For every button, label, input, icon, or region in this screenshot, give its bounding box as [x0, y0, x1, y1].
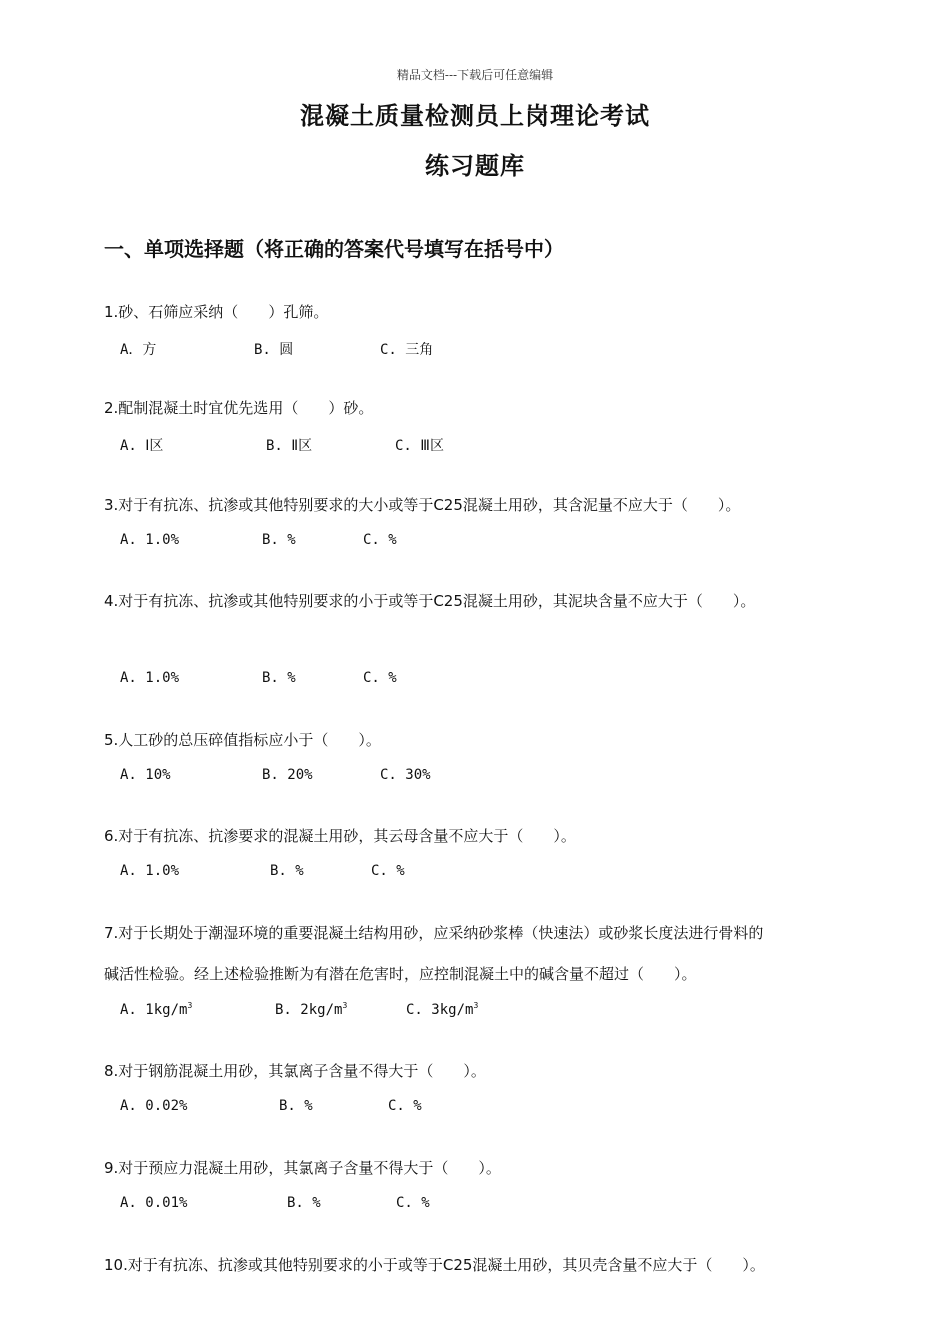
question-5: 5.人工砂的总压碎值指标应小于（ ）。 [104, 731, 381, 749]
question-4: 4.对于有抗冻、抗渗或其他特别要求的小于或等于C25混凝土用砂，其泥块含量不应大于（ ）。 [104, 592, 756, 610]
option-a: A. 0.01% [120, 1195, 188, 1211]
option-b: B. % [262, 670, 296, 686]
option-c: C. % [371, 863, 405, 879]
option-a: A. 1.0% [120, 863, 180, 879]
question-6: 6.对于有抗冻、抗渗要求的混凝土用砂，其云母含量不应大于（ ）。 [104, 827, 576, 845]
option-b: B. % [287, 1195, 321, 1211]
option-b: B. % [262, 532, 296, 548]
option-a: A. Ⅰ区 [120, 438, 164, 454]
option-a: A. 1.0% [120, 532, 180, 548]
option-a: A. 10% [120, 767, 171, 783]
option-b: B. % [279, 1098, 313, 1114]
option-b: B. 圆 [254, 342, 294, 358]
option-b: B. $2kg/m^3$ [275, 1001, 348, 1018]
option-c: C. % [363, 532, 397, 548]
question-7-continued: 碱活性检验。经上述检验推断为有潜在危害时，应控制混凝土中的碱含量不超过（ ）。 [104, 965, 697, 983]
page-subtitle: 练习题库 [425, 152, 525, 180]
question-10: 10.对于有抗冻、抗渗或其他特别要求的小于或等于C25混凝土用砂，其贝壳含量不应大于（ ）。 [104, 1256, 765, 1274]
option-c: C. 30% [380, 767, 431, 783]
question-1: 1.砂、石筛应采纳（ ）孔筛。 [104, 303, 329, 321]
option-c: C. % [388, 1098, 422, 1114]
header-note: 精品文档---下载后可任意编辑 [396, 68, 554, 82]
question-7: 7.对于长期处于潮湿环境的重要混凝土结构用砂，应采纳砂浆棒（快速法）或砂浆长度法进行骨料的 [104, 924, 764, 942]
option-a: A. 1.0% [120, 670, 180, 686]
section-heading: 一、单项选择题（将正确的答案代号填写在括号中） [104, 237, 564, 261]
question-9: 9.对于预应力混凝土用砂，其氯离子含量不得大于（ ）。 [104, 1159, 501, 1177]
option-c: C. Ⅲ区 [395, 438, 444, 454]
question-3: 3.对于有抗冻、抗渗或其他特别要求的大小或等于C25混凝土用砂，其含泥量不应大于（ ）。 [104, 496, 741, 514]
option-b: B. % [270, 863, 304, 879]
option-c: C. % [363, 670, 397, 686]
question-2: 2.配制混凝土时宜优先选用（ ）砂。 [104, 399, 374, 417]
option-c: C. 三角 [380, 342, 434, 358]
question-8: 8.对于钢筋混凝土用砂，其氯离子含量不得大于（ ）。 [104, 1062, 486, 1080]
option-b: B. Ⅱ区 [266, 438, 313, 454]
option-a: A．方 [120, 342, 157, 358]
page-title: 混凝土质量检测员上岗理论考试 [300, 102, 650, 130]
option-c: C. % [396, 1195, 430, 1211]
option-c: C. $3kg/m^3$ [406, 1001, 479, 1018]
option-a: A. $1kg/m^3$ [120, 1001, 193, 1018]
option-a: A. 0.02% [120, 1098, 188, 1114]
option-b: B. 20% [262, 767, 313, 783]
